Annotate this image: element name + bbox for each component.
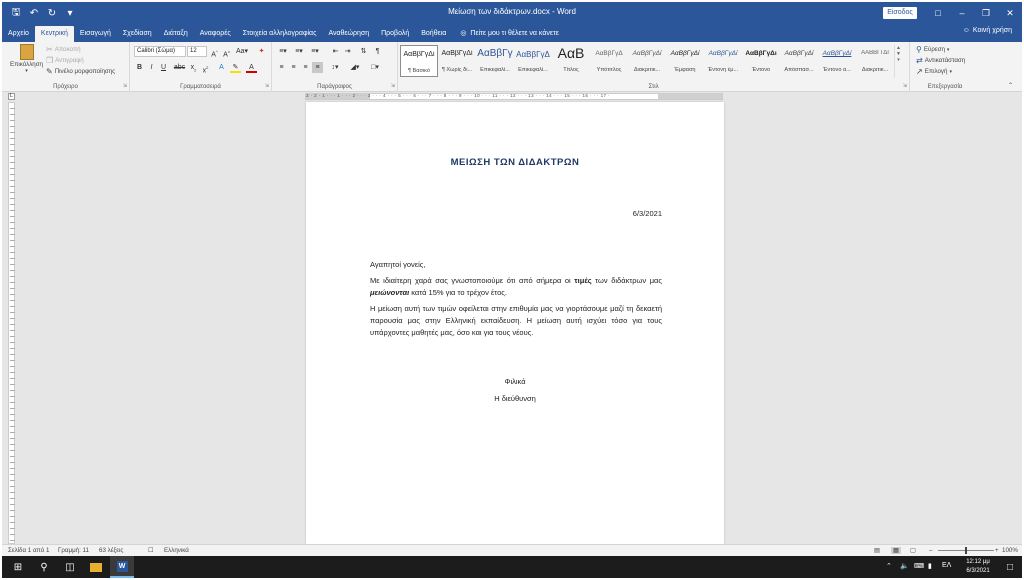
clipboard-launcher-icon[interactable]: ⇲: [122, 83, 127, 89]
paste-dropdown-icon: ▾: [25, 68, 28, 74]
paste-button[interactable]: [10, 44, 43, 74]
title-bar: [2, 2, 1022, 24]
style-sample: ΑαΒβΓγΔι: [745, 50, 777, 57]
horizontal-ruler[interactable]: [305, 93, 723, 100]
tab-home[interactable]: Κεντρική: [35, 26, 74, 42]
bullets-icon[interactable]: ≡▾: [279, 48, 287, 55]
strikethrough-icon[interactable]: abc: [173, 64, 186, 71]
font-size-combo[interactable]: [187, 46, 207, 57]
tab-view[interactable]: Προβολή: [381, 30, 410, 37]
taskbar: [2, 556, 1022, 578]
style-sample: ΑαΒ: [557, 45, 585, 61]
find-label: Εύρεση: [923, 46, 945, 53]
style-name: Τίτλος: [563, 67, 579, 73]
maximize-icon[interactable]: ❐: [981, 7, 991, 18]
web-layout-icon[interactable]: ▢: [910, 547, 916, 554]
document-area: [2, 92, 1022, 544]
redo-icon[interactable]: ↻: [47, 7, 57, 19]
borders-icon[interactable]: □▾: [371, 64, 379, 71]
task-view-icon[interactable]: ◫: [65, 561, 75, 573]
word-icon: W: [117, 561, 128, 572]
document-date[interactable]: 6/3/2021: [632, 209, 662, 218]
cut-button[interactable]: [46, 45, 81, 54]
customize-qat-icon[interactable]: ▾: [67, 7, 73, 19]
p1-text-a: Με ιδιαίτερη χαρά σας γνωστοποιούμε ότι από σήμερα οι: [370, 276, 575, 285]
text-effects-icon[interactable]: A: [219, 64, 224, 71]
format-painter-label: Πινέλο μορφοποίησης: [54, 68, 116, 75]
style-normal[interactable]: [400, 45, 438, 77]
search-icon[interactable]: ⚲: [40, 561, 48, 573]
scroll-up-icon[interactable]: ▲: [896, 45, 901, 51]
vertical-ruler[interactable]: [8, 102, 15, 544]
p1-text-c: κατά 15% για το τρέχον έτος.: [409, 288, 507, 297]
align-right-icon[interactable]: ≡: [303, 64, 308, 71]
window-title: Μείωση των διδάκτρων.docx - Word: [448, 7, 576, 16]
read-mode-icon[interactable]: ▤: [874, 547, 880, 554]
ruler-ticks: [10, 103, 15, 543]
proofing-icon[interactable]: ☐: [148, 547, 154, 554]
chevron-down-icon: ▾: [946, 46, 950, 53]
style-name: Έντονη έμ...: [707, 67, 739, 73]
style-sample: ΑαΒβΓγΔί: [822, 50, 852, 57]
font-group-label: Γραμματοσειρά: [180, 84, 221, 90]
numbering-icon[interactable]: ≡▾: [295, 48, 303, 55]
windows-start-icon[interactable]: ⊞: [13, 561, 23, 573]
volume-icon[interactable]: 🔈: [900, 563, 909, 570]
tell-me-text: Πείτε μου τι θέλετε να κάνετε: [470, 30, 559, 37]
format-painter-button[interactable]: [46, 67, 115, 76]
cursor-icon: ↗: [916, 67, 923, 76]
paste-icon: [20, 44, 34, 60]
document-page[interactable]: [306, 102, 724, 544]
style-heading-1[interactable]: [476, 45, 514, 77]
style-sample: ΑαΒβΓγΔί: [708, 50, 738, 57]
italic-icon[interactable]: I: [150, 64, 153, 71]
print-layout-icon[interactable]: ▦: [893, 547, 899, 554]
tab-design[interactable]: Σχεδίαση: [122, 30, 152, 37]
highlight-icon[interactable]: ✎: [230, 62, 241, 73]
more-styles-icon[interactable]: ▾: [897, 57, 900, 63]
font-name-combo[interactable]: [134, 46, 186, 57]
share-label: Κοινή χρήση: [972, 27, 1012, 34]
underline-icon[interactable]: U: [160, 64, 167, 71]
copy-icon: ❐: [46, 56, 54, 65]
style-heading-2[interactable]: [514, 45, 552, 77]
keyboard-icon[interactable]: ⌨: [914, 563, 925, 570]
style-name: Έντονο: [751, 67, 771, 73]
document-title[interactable]: ΜΕΙΩΣΗ ΤΩΝ ΔΙΔΑΚΤΡΩΝ: [450, 157, 580, 168]
editing-group-label: Επεξεργασία: [927, 84, 963, 90]
style-intense-quote[interactable]: [818, 45, 856, 77]
replace-button[interactable]: [916, 56, 965, 65]
tab-layout[interactable]: Διάταξη: [163, 30, 188, 37]
select-label: Επιλογή: [924, 68, 948, 75]
style-sample: ΑαΒβΓγΔί: [670, 50, 700, 57]
replace-icon: ⇄: [916, 56, 923, 65]
zoom-level[interactable]: 100%: [1002, 547, 1018, 554]
paragraph-launcher-icon[interactable]: ⇲: [390, 83, 395, 89]
style-sample: ΑαΒβΓγΔί: [403, 51, 435, 58]
copy-label: Αντιγραφή: [55, 57, 84, 64]
style-name: Έμφαση: [674, 67, 696, 73]
style-sample: ΑΑΒΒΓΓΔΙ: [861, 50, 889, 56]
style-name: Διακριτικ...: [861, 67, 889, 73]
styles-launcher-icon[interactable]: ⇲: [902, 83, 907, 89]
signature-text[interactable]: Η διεύθυνση: [494, 394, 536, 403]
justify-icon[interactable]: ≡: [312, 62, 323, 73]
superscript-icon[interactable]: $x^2$: [202, 65, 209, 75]
font-launcher-icon[interactable]: ⇲: [264, 83, 269, 89]
undo-icon[interactable]: ↶: [29, 7, 39, 19]
shrink-font-icon[interactable]: $A^v$: [223, 49, 230, 59]
increase-indent-icon[interactable]: ⇥: [344, 48, 351, 55]
replace-label: Αντικατάσταση: [924, 57, 966, 64]
sort-icon[interactable]: ⇅: [360, 48, 367, 55]
show-formatting-icon[interactable]: ¶: [375, 48, 380, 55]
font-color-icon[interactable]: A: [246, 62, 257, 73]
zoom-in-icon[interactable]: +: [995, 547, 999, 554]
style-sample: ΑαΒβΓγΔί: [632, 50, 662, 57]
battery-icon[interactable]: ▮: [928, 563, 932, 570]
word-window: [2, 2, 1022, 578]
ribbon: [2, 42, 1022, 92]
style-sample: ΑαΒβΓγΔί: [441, 50, 473, 57]
change-case-icon[interactable]: Aa▾: [235, 48, 249, 55]
word-count[interactable]: 63 λέξεις: [99, 547, 124, 554]
clock-date: 6/3/2021: [966, 568, 990, 574]
style-name: Υπότιτλος: [596, 67, 622, 73]
paste-label: Επικόλληση: [10, 61, 44, 68]
status-bar: [2, 544, 1022, 556]
find-button[interactable]: [916, 45, 949, 54]
style-name: Επικεφαλί...: [480, 67, 510, 73]
ribbon-tabs: [2, 24, 1022, 42]
editing-group: [910, 42, 980, 92]
style-name: Επικεφαλί...: [518, 67, 548, 73]
save-icon[interactable]: 🖫: [11, 6, 21, 18]
zoom-slider-thumb[interactable]: [965, 547, 967, 554]
find-icon: ⚲: [916, 45, 922, 54]
style-sample: ΑαΒβΓγ: [477, 48, 513, 59]
zoom-out-icon[interactable]: –: [929, 547, 933, 554]
align-center-icon[interactable]: ≡: [291, 64, 296, 71]
document-body[interactable]: [370, 259, 662, 343]
style-sample: ΑαΒβΓγΔ: [595, 50, 623, 57]
style-quote[interactable]: [780, 45, 818, 77]
subscript-icon[interactable]: $x_2$: [190, 64, 197, 73]
style-sample: ΑαΒβΓγΔ: [516, 50, 550, 59]
tab-file[interactable]: Αρχείο: [8, 30, 29, 37]
page-count[interactable]: Σελίδα 1 από 1: [8, 547, 50, 554]
file-explorer-icon[interactable]: [84, 556, 108, 578]
greeting-paragraph[interactable]: Αγαπητοί γονείς,: [370, 260, 426, 269]
clipboard-group: [2, 42, 130, 92]
p1-bold-text: τιμές: [574, 276, 592, 285]
clock[interactable]: [958, 558, 998, 576]
style-subtle-emphasis[interactable]: [628, 45, 666, 77]
style-sample: ΑαΒβΓγΔί: [784, 50, 814, 57]
p1-bold-italic-text: μειώνονται: [370, 288, 410, 297]
select-button[interactable]: [916, 67, 952, 76]
style-strong[interactable]: [742, 45, 780, 77]
clock-time: 12:12 μμ: [966, 559, 990, 565]
style-emphasis[interactable]: [666, 45, 704, 77]
paragraph-group-label: Παράγραφος: [317, 84, 352, 90]
style-subtle-reference[interactable]: [856, 45, 894, 77]
folder-icon: [90, 563, 102, 572]
style-name: Έντονο α...: [823, 67, 851, 73]
cut-label: Αποκοπή: [54, 46, 81, 53]
shading-icon[interactable]: ◢▾: [350, 64, 360, 71]
close-icon[interactable]: ✕: [1006, 7, 1014, 18]
multilevel-list-icon[interactable]: ≡▾: [311, 48, 319, 55]
share-button[interactable]: [963, 27, 1012, 34]
scroll-down-icon[interactable]: ▼: [896, 51, 901, 57]
ribbon-display-options-icon[interactable]: □: [935, 8, 941, 18]
styles-group-label: Στιλ: [648, 84, 659, 90]
tab-help[interactable]: Βοήθεια: [421, 30, 447, 37]
notifications-icon[interactable]: □: [1006, 561, 1014, 573]
person-icon: ☺: [962, 27, 970, 34]
tab-references[interactable]: Αναφορές: [199, 30, 231, 37]
style-name: Διακριτικ...: [633, 67, 661, 73]
sign-in-button[interactable]: Είσοδος: [883, 7, 917, 19]
style-subtitle[interactable]: [590, 45, 628, 77]
decrease-indent-icon[interactable]: ⇤: [332, 48, 339, 55]
font-name-value: Calibri (Σώμα): [137, 48, 175, 54]
paragraph-2[interactable]: Η μείωση αυτή των τιμών οφείλεται στην επιθυμία μας να γιορτάσουμε μαζί τη δεκαετή παρουσία μας στην Ελληνική εκπαίδευση. Η μείωση αυτή ισχύει τόσο για τους υπάρχοντες μαθητές μας, όσο και για τους νέους.: [370, 304, 662, 337]
collapse-ribbon-icon[interactable]: ⌃: [1008, 82, 1014, 89]
quick-access-toolbar: [2, 5, 112, 21]
style-title[interactable]: [552, 45, 590, 77]
ruler-numbers: 3 · 2 · 1 · · · 1 · · · 2 · · · 3 · · · 4 · · · 5 · · · 6 · · · 7 · · · 8 · · · 9 · · · 10 · · · 11 · · · 12 · · · 13 · · · 14 · · · 15 · · · 16 · · · 17 ·: [306, 93, 610, 98]
styles-scroll[interactable]: [894, 45, 902, 78]
tray-chevron-icon[interactable]: ⌃: [886, 563, 892, 570]
scissors-icon: ✂: [46, 45, 53, 54]
line-number[interactable]: Γραμμή: 11: [58, 547, 89, 554]
tell-me-box[interactable]: [452, 26, 567, 42]
line-spacing-icon[interactable]: ↕▾: [331, 64, 339, 71]
align-left-icon[interactable]: ≡: [279, 64, 284, 71]
minimize-icon[interactable]: –: [959, 8, 965, 18]
style-name: ¶ Χωρίς δι...: [441, 67, 473, 73]
clipboard-group-label: Πρόχειρο: [53, 84, 78, 90]
bold-icon[interactable]: B: [136, 64, 143, 71]
p1-text-b: των διδάκτρων μας: [591, 276, 662, 285]
chevron-down-icon: ▾: [949, 68, 952, 75]
styles-gallery: [400, 45, 900, 79]
style-no-spacing[interactable]: [438, 45, 476, 77]
language-indicator[interactable]: Ελληνικά: [164, 547, 189, 554]
lightbulb-icon: ◎: [460, 30, 467, 37]
closing-text[interactable]: Φιλικά: [504, 377, 526, 386]
font-group: [130, 42, 272, 92]
tab-selector-icon[interactable]: L: [8, 93, 15, 100]
style-intense-emphasis[interactable]: [704, 45, 742, 77]
style-name: Απόσπασ...: [784, 67, 814, 73]
input-language[interactable]: ΕΛ: [942, 562, 952, 569]
tab-insert[interactable]: Εισαγωγή: [79, 30, 111, 37]
paragraph-1[interactable]: [370, 275, 662, 299]
tab-mailings[interactable]: Στοιχεία αλληλογραφίας: [242, 30, 317, 37]
tab-review[interactable]: Αναθεώρηση: [328, 30, 370, 37]
copy-button[interactable]: [46, 56, 84, 65]
font-size-value: 12: [190, 48, 197, 54]
brush-icon: ✎: [46, 67, 53, 76]
clear-formatting-icon[interactable]: ✦: [258, 48, 265, 55]
style-name: ¶ Βασικό: [407, 68, 431, 74]
word-taskbar-icon[interactable]: [110, 556, 134, 578]
paragraph-group: [272, 42, 398, 92]
grow-font-icon[interactable]: A^: [211, 49, 218, 59]
